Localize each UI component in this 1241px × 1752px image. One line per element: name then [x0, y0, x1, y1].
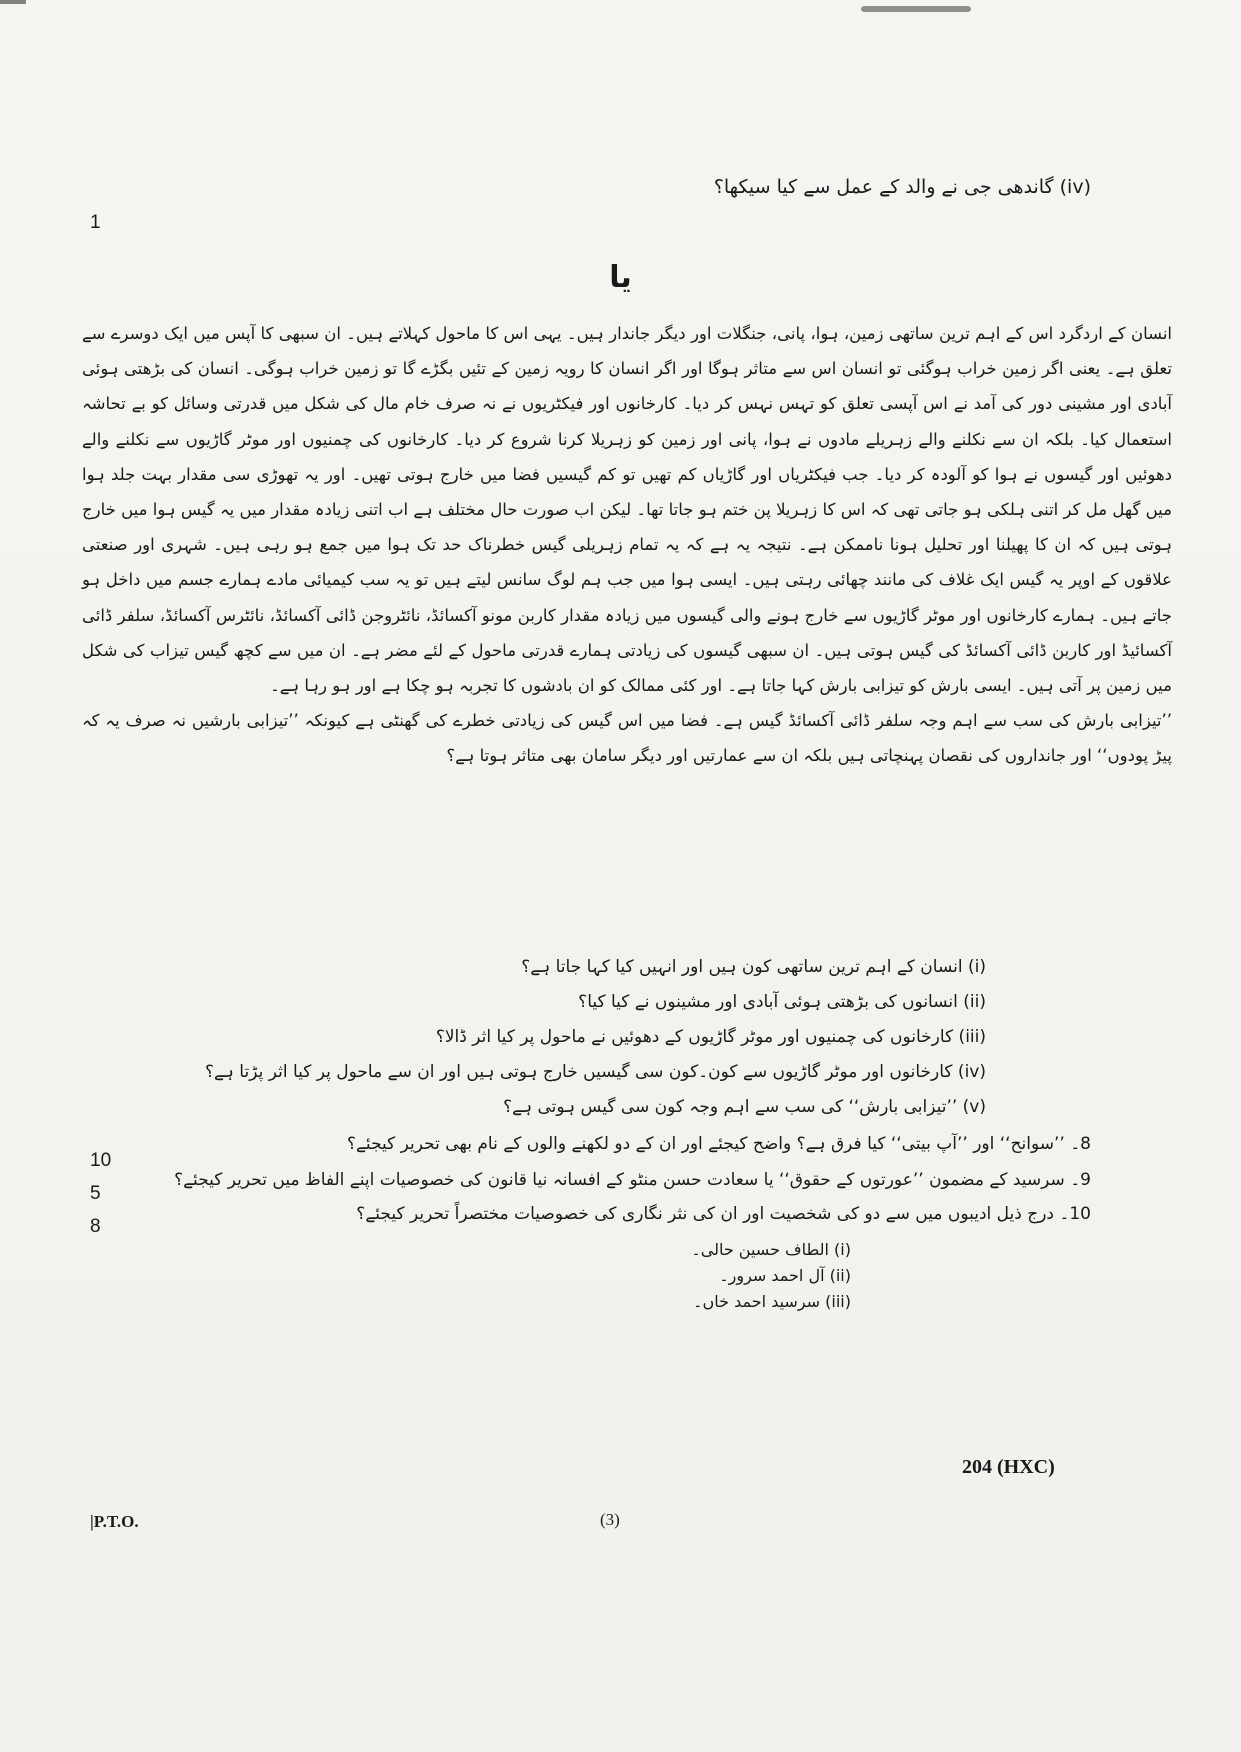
- scan-smudge: [861, 6, 971, 12]
- please-turn-over: |P.T.O.: [90, 1512, 139, 1531]
- sub-question-v: (v) ’’تیزابی بارش‘‘ کی سب سے اہم وجہ کون سی گیس ہوتی ہے؟: [503, 1097, 986, 1117]
- mark-q10: 8: [90, 1216, 101, 1237]
- scan-edge-mark: [0, 0, 26, 4]
- mark-q8: 10: [90, 1150, 112, 1171]
- passage: [82, 316, 1172, 774]
- question-7-iv: (iv) گاندھی جی نے والد کے عمل سے کیا سیکھا؟: [713, 176, 1091, 198]
- option-iii: (iii) سرسید احمد خاں۔: [693, 1292, 851, 1311]
- question-8: 8۔ ’’سوانح‘‘ اور ’’آپ بیتی‘‘ کیا فرق ہے؟ واضح کیجئے اور ان کے دو لکھنے والوں کے نام بھی تحریر کیجئے؟: [346, 1134, 1091, 1154]
- sub-question-iii: (iii) کارخانوں کی چمنیوں اور موٹر گاڑیوں کے دھوئیں نے ماحول پر کیا اثر ڈالا؟: [435, 1027, 986, 1047]
- paper-code: 204 (HXC): [962, 1456, 1055, 1478]
- question-9: 9۔ سرسید کے مضمون ’’عورتوں کے حقوق‘‘ یا سعادت حسن منٹو کے افسانہ نیا قانون کی خصوصیات اپنے الفاظ میں تحریر کیجئے؟: [174, 1170, 1091, 1190]
- page-number: (3): [600, 1510, 620, 1529]
- question-10: 10۔ درج ذیل ادیبوں میں سے دو کی شخصیت اور ان کی نثر نگاری کی خصوصیات مختصراً تحریر کیجئے؟: [356, 1204, 1091, 1224]
- passage-paragraph-2: ’’تیزابی بارش کی سب سے اہم وجہ سلفر ڈائی آکسائڈ گیس ہے۔ فضا میں اس گیس کی زیادتی خطرے کی گھنٹی ہے کیونکہ ’’تیزابی بارشیں نہ صرف یہ کہ پیڑ پودوں‘‘ اور جانداروں کی نقصان پہنچاتی ہیں بلکہ ان سے عمارتیں اور دیگر سامان بھی متاثر ہوتا ہے؟: [82, 711, 1172, 766]
- option-ii: (ii) آل احمد سرور۔: [719, 1266, 851, 1285]
- or-heading: یا: [609, 260, 632, 295]
- sub-question-iv: (iv) کارخانوں اور موٹر گاڑیوں سے کون۔کون سی گیسیں خارج ہوتی ہیں اور ان سے ماحول پر کیا اثر پڑتا ہے؟: [204, 1062, 986, 1082]
- option-i: (i) الطاف حسین حالی۔: [691, 1240, 851, 1259]
- mark-top: 1: [90, 212, 101, 233]
- passage-paragraph-1: انسان کے اردگرد اس کے اہم ترین ساتھی زمین، ہوا، پانی، جنگلات اور دیگر جاندار ہیں۔ یہی اس کا ماحول کہلاتے ہیں۔ ان سبھی کا آپس میں ایک دوسرے سے تعلق ہے۔ یعنی اگر زمین خراب ہوگئی تو انسان اس سے متاثر ہوگا اور اگر انسان کا رویہ زمین کے تئیں بگڑے گا تو زمین خراب ہوگی۔ انسان کی بڑھتی ہوئی آبادی اور مشینی دور کی آمد نے اس آپسی تعلق کو تہس نہس کر دیا۔ کارخانوں اور فیکٹریوں نے نہ صرف خام مال کی شکل میں قدرتی وسائل کو بے تحاشہ استعمال کیا۔ بلکہ ان سے نکلنے والے زہریلے مادوں نے ہوا، پانی اور زمین کو زہریلا کرنا شروع کر دیا۔ کارخانوں کی چمنیوں اور موٹر گاڑیوں سے نکلنے والے دھوئیں اور گیسوں نے ہوا کو آلودہ کر دیا۔ جب فیکٹریاں اور گاڑیاں کم تھیں تو کم گیسیں فضا میں خارج ہوتی تھیں۔ اور یہ تھوڑی سی مقدار بہت جلد ہوا میں گھل مل کر اتنی ہلکی ہو جاتی تھی کہ اس کا زہریلا پن ختم ہو جاتا تھا۔ لیکن اب صورت حال مختلف ہے اب اتنی زیادہ مقدار میں یہ گیس ہوا میں خارج ہوتی ہیں کہ ان کا پھیلنا اور تحلیل ہونا ناممکن ہے۔ نتیجہ یہ ہے کہ یہ تمام زہریلی گیس خطرناک حد تک ہوا میں جمع ہو رہی ہیں۔ شہری اور صنعتی علاقوں کے اوپر یہ گیس ایک غلاف کی مانند چھائی رہتی ہیں۔ ایسی ہوا میں جب ہم لوگ سانس لیتے ہیں تو یہ سب کیمیائی مادے ہمارے جسم میں داخل ہو جاتے ہیں۔ ہمارے کارخانوں اور موٹر گاڑیوں سے خارج ہونے والی گیسوں میں زیادہ مقدار کاربن مونو آکسائڈ، نائٹروجن ڈائی آکسائڈ، نائٹرس آکسائڈ، سلفر ڈائی آکسائیڈ اور کاربن ڈائی آکسائڈ کی گیس ہوتی ہیں۔ ان سبھی گیسوں کی زیادتی ہمارے قدرتی ماحول کے لئے مضر ہے۔ ان میں سے کچھ گیس تیزاب کی شکل میں زمین پر آتی ہیں۔ ایسی بارش کو تیزابی بارش کہا جاتا ہے۔ اور کئی ممالک کو ان بادشوں کا تجربہ ہو چکا ہے اور ہو رہا ہے۔: [82, 324, 1172, 696]
- sub-question-i: (i) انسان کے اہم ترین ساتھی کون ہیں اور انہیں کیا کہا جاتا ہے؟: [521, 957, 986, 977]
- mark-q9: 5: [90, 1183, 101, 1204]
- sub-question-ii: (ii) انسانوں کی بڑھتی ہوئی آبادی اور مشینوں نے کیا کیا؟: [578, 992, 986, 1012]
